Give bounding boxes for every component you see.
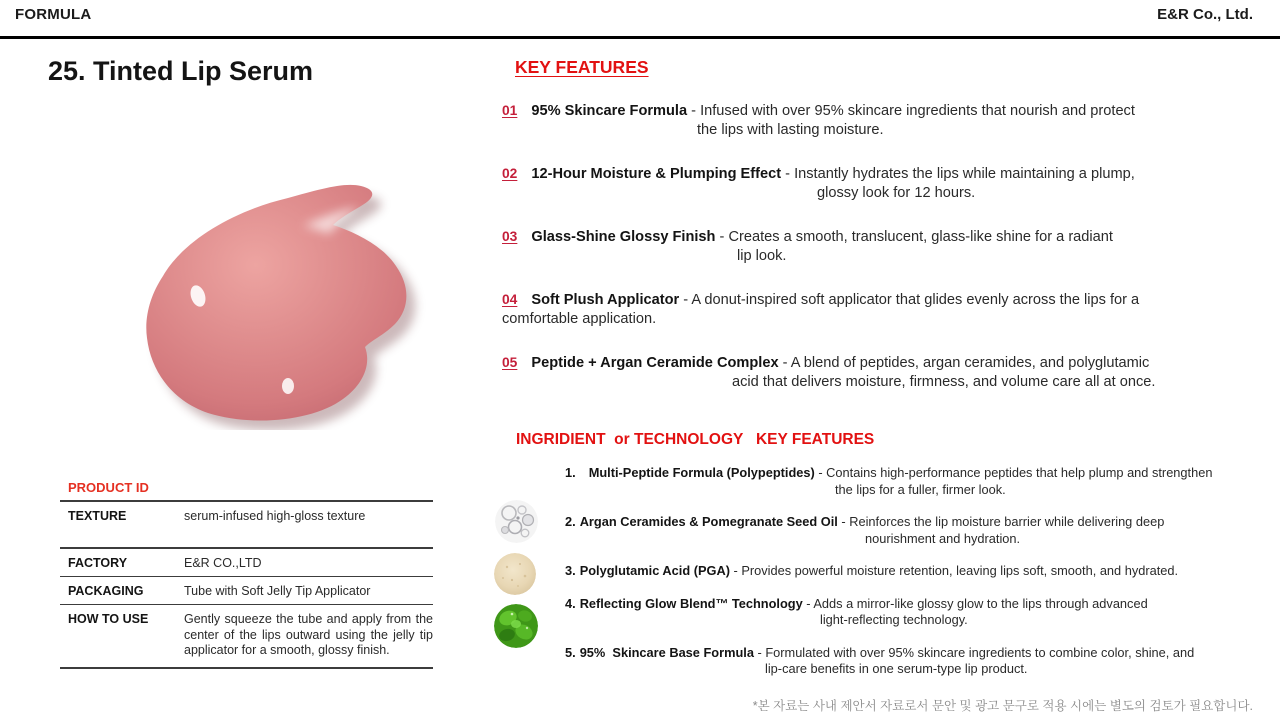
feature-desc-line2: glossy look for 12 hours.: [817, 185, 976, 201]
key-features-list: [502, 101, 1277, 416]
ingredient-desc: - Adds a mirror-like glossy glow to the lips through advanced: [806, 595, 1148, 611]
ingredient-heading: INGRIDIENT or TECHNOLOGY KEY FEATURES: [516, 431, 875, 448]
ingredient-number: 2.: [565, 514, 576, 529]
ingredient-title: Polyglutamic Acid (PGA): [579, 563, 730, 578]
ingredient-desc: - Provides powerful moisture retention, leaving lips soft, smooth, and hydrated.: [733, 563, 1179, 578]
ingredient-desc: - Contains high-performance peptides that help plump and strengthen: [818, 465, 1213, 480]
table-row-texture: [60, 500, 433, 547]
feature-desc-line2: lip look.: [737, 248, 787, 264]
ingredient-title: Reflecting Glow Blend™ Technology: [579, 595, 803, 611]
feature-item-05: [502, 353, 1277, 392]
feature-item-02: [502, 164, 1277, 203]
ingredient-desc: - Reinforces the lip moisture barrier while delivering deep: [841, 514, 1165, 529]
row-label: FACTORY: [68, 556, 128, 570]
table-row-factory: [60, 547, 433, 576]
ingredient-title: Argan Ceramides & Pomegranate Seed Oil: [579, 514, 838, 529]
peptide-molecules-icon: [495, 500, 538, 543]
feature-item-01: [502, 101, 1277, 140]
table-row-packaging: [60, 576, 433, 604]
ingredient-item-2: [565, 514, 1270, 547]
green-leaves-icon: [494, 604, 538, 648]
feature-desc: - A donut-inspired soft applicator that glides evenly across the lips for a: [683, 292, 1140, 308]
feature-title: Soft Plush Applicator: [531, 292, 680, 308]
feature-title: Peptide + Argan Ceramide Complex: [531, 355, 779, 371]
feature-desc: - Instantly hydrates the lips while maintaining a plump,: [785, 166, 1135, 182]
product-id-heading: PRODUCT ID: [68, 480, 149, 495]
feature-title: Glass-Shine Glossy Finish: [531, 229, 716, 245]
ingredient-title: 95% Skincare Base Formula: [579, 644, 754, 660]
ingredient-desc: - Formulated with over 95% skincare ingredients to combine color, shine, and: [757, 644, 1195, 660]
footer-disclaimer: *본 자료는 사내 제안서 자료로서 문안 및 광고 문구로 적용 시에는 별도의 검토가 필요합니다.: [752, 699, 1253, 713]
feature-desc-line2: the lips with lasting moisture.: [697, 122, 884, 138]
feature-desc-line2: acid that delivers moisture, firmness, and volume care all at once.: [732, 374, 1156, 390]
row-value: serum-infused high-gloss texture: [184, 509, 366, 523]
row-label: PACKAGING: [68, 584, 144, 598]
feature-number: 01: [502, 103, 518, 118]
ingredient-number: 5.: [565, 644, 576, 660]
feature-desc: - Infused with over 95% skincare ingredients that nourish and protect: [691, 103, 1135, 119]
lip-swatch-graphic: [103, 146, 427, 430]
ingredient-number: 4.: [565, 595, 576, 611]
header-divider: [0, 36, 1280, 39]
product-id-table: [60, 478, 433, 669]
ingredient-item-1: [565, 465, 1270, 498]
lip-serum-swatch-image: [103, 146, 427, 430]
key-features-heading: KEY FEATURES: [515, 57, 649, 77]
ingredient-title: Multi-Peptide Formula (Polypeptides): [588, 465, 815, 480]
ingredient-desc-line2: the lips for a fuller, firmer look.: [835, 481, 1006, 497]
feature-number: 05: [502, 355, 518, 370]
ingredient-number: 1.: [565, 465, 576, 480]
ingredient-list: [565, 465, 1270, 694]
ingredient-item-4: [565, 596, 1270, 629]
feature-title: 12-Hour Moisture & Plumping Effect: [531, 166, 782, 182]
ingredient-desc-line2: light-reflecting technology.: [820, 612, 968, 627]
header-company-name: E&R Co., Ltd.: [1157, 6, 1253, 23]
feature-item-03: [502, 227, 1277, 266]
feature-number: 04: [502, 292, 518, 307]
row-label: TEXTURE: [68, 509, 127, 523]
row-value: E&R CO.,LTD: [184, 556, 262, 570]
row-value: Gently squeeze the tube and apply from the center of the lips outward using the jelly tip applicator for a smooth, glossy finish.: [184, 612, 433, 657]
ingredient-item-5: [565, 645, 1270, 678]
ingredient-number: 3.: [565, 563, 576, 578]
row-value: Tube with Soft Jelly Tip Applicator: [184, 584, 371, 598]
feature-title: 95% Skincare Formula: [531, 103, 688, 119]
ingredient-desc-line2: lip-care benefits in one serum-type lip product.: [765, 661, 1028, 676]
feature-desc: - A blend of peptides, argan ceramides, and polyglutamic: [782, 355, 1150, 371]
feature-desc: - Creates a smooth, translucent, glass-like shine for a radiant: [719, 229, 1113, 245]
powder-icon: [494, 553, 536, 595]
ingredient-item-3: [565, 563, 1270, 580]
feature-number: 03: [502, 229, 518, 244]
ingredient-desc-line2: nourishment and hydration.: [865, 530, 1021, 546]
header-formula-label: FORMULA: [15, 6, 92, 23]
table-row-how-to-use: [60, 604, 433, 669]
feature-number: 02: [502, 166, 518, 181]
page-title: 25. Tinted Lip Serum: [48, 56, 314, 86]
feature-item-04: [502, 290, 1277, 329]
feature-desc-line2: comfortable application.: [502, 311, 657, 327]
row-label: HOW TO USE: [68, 612, 149, 626]
